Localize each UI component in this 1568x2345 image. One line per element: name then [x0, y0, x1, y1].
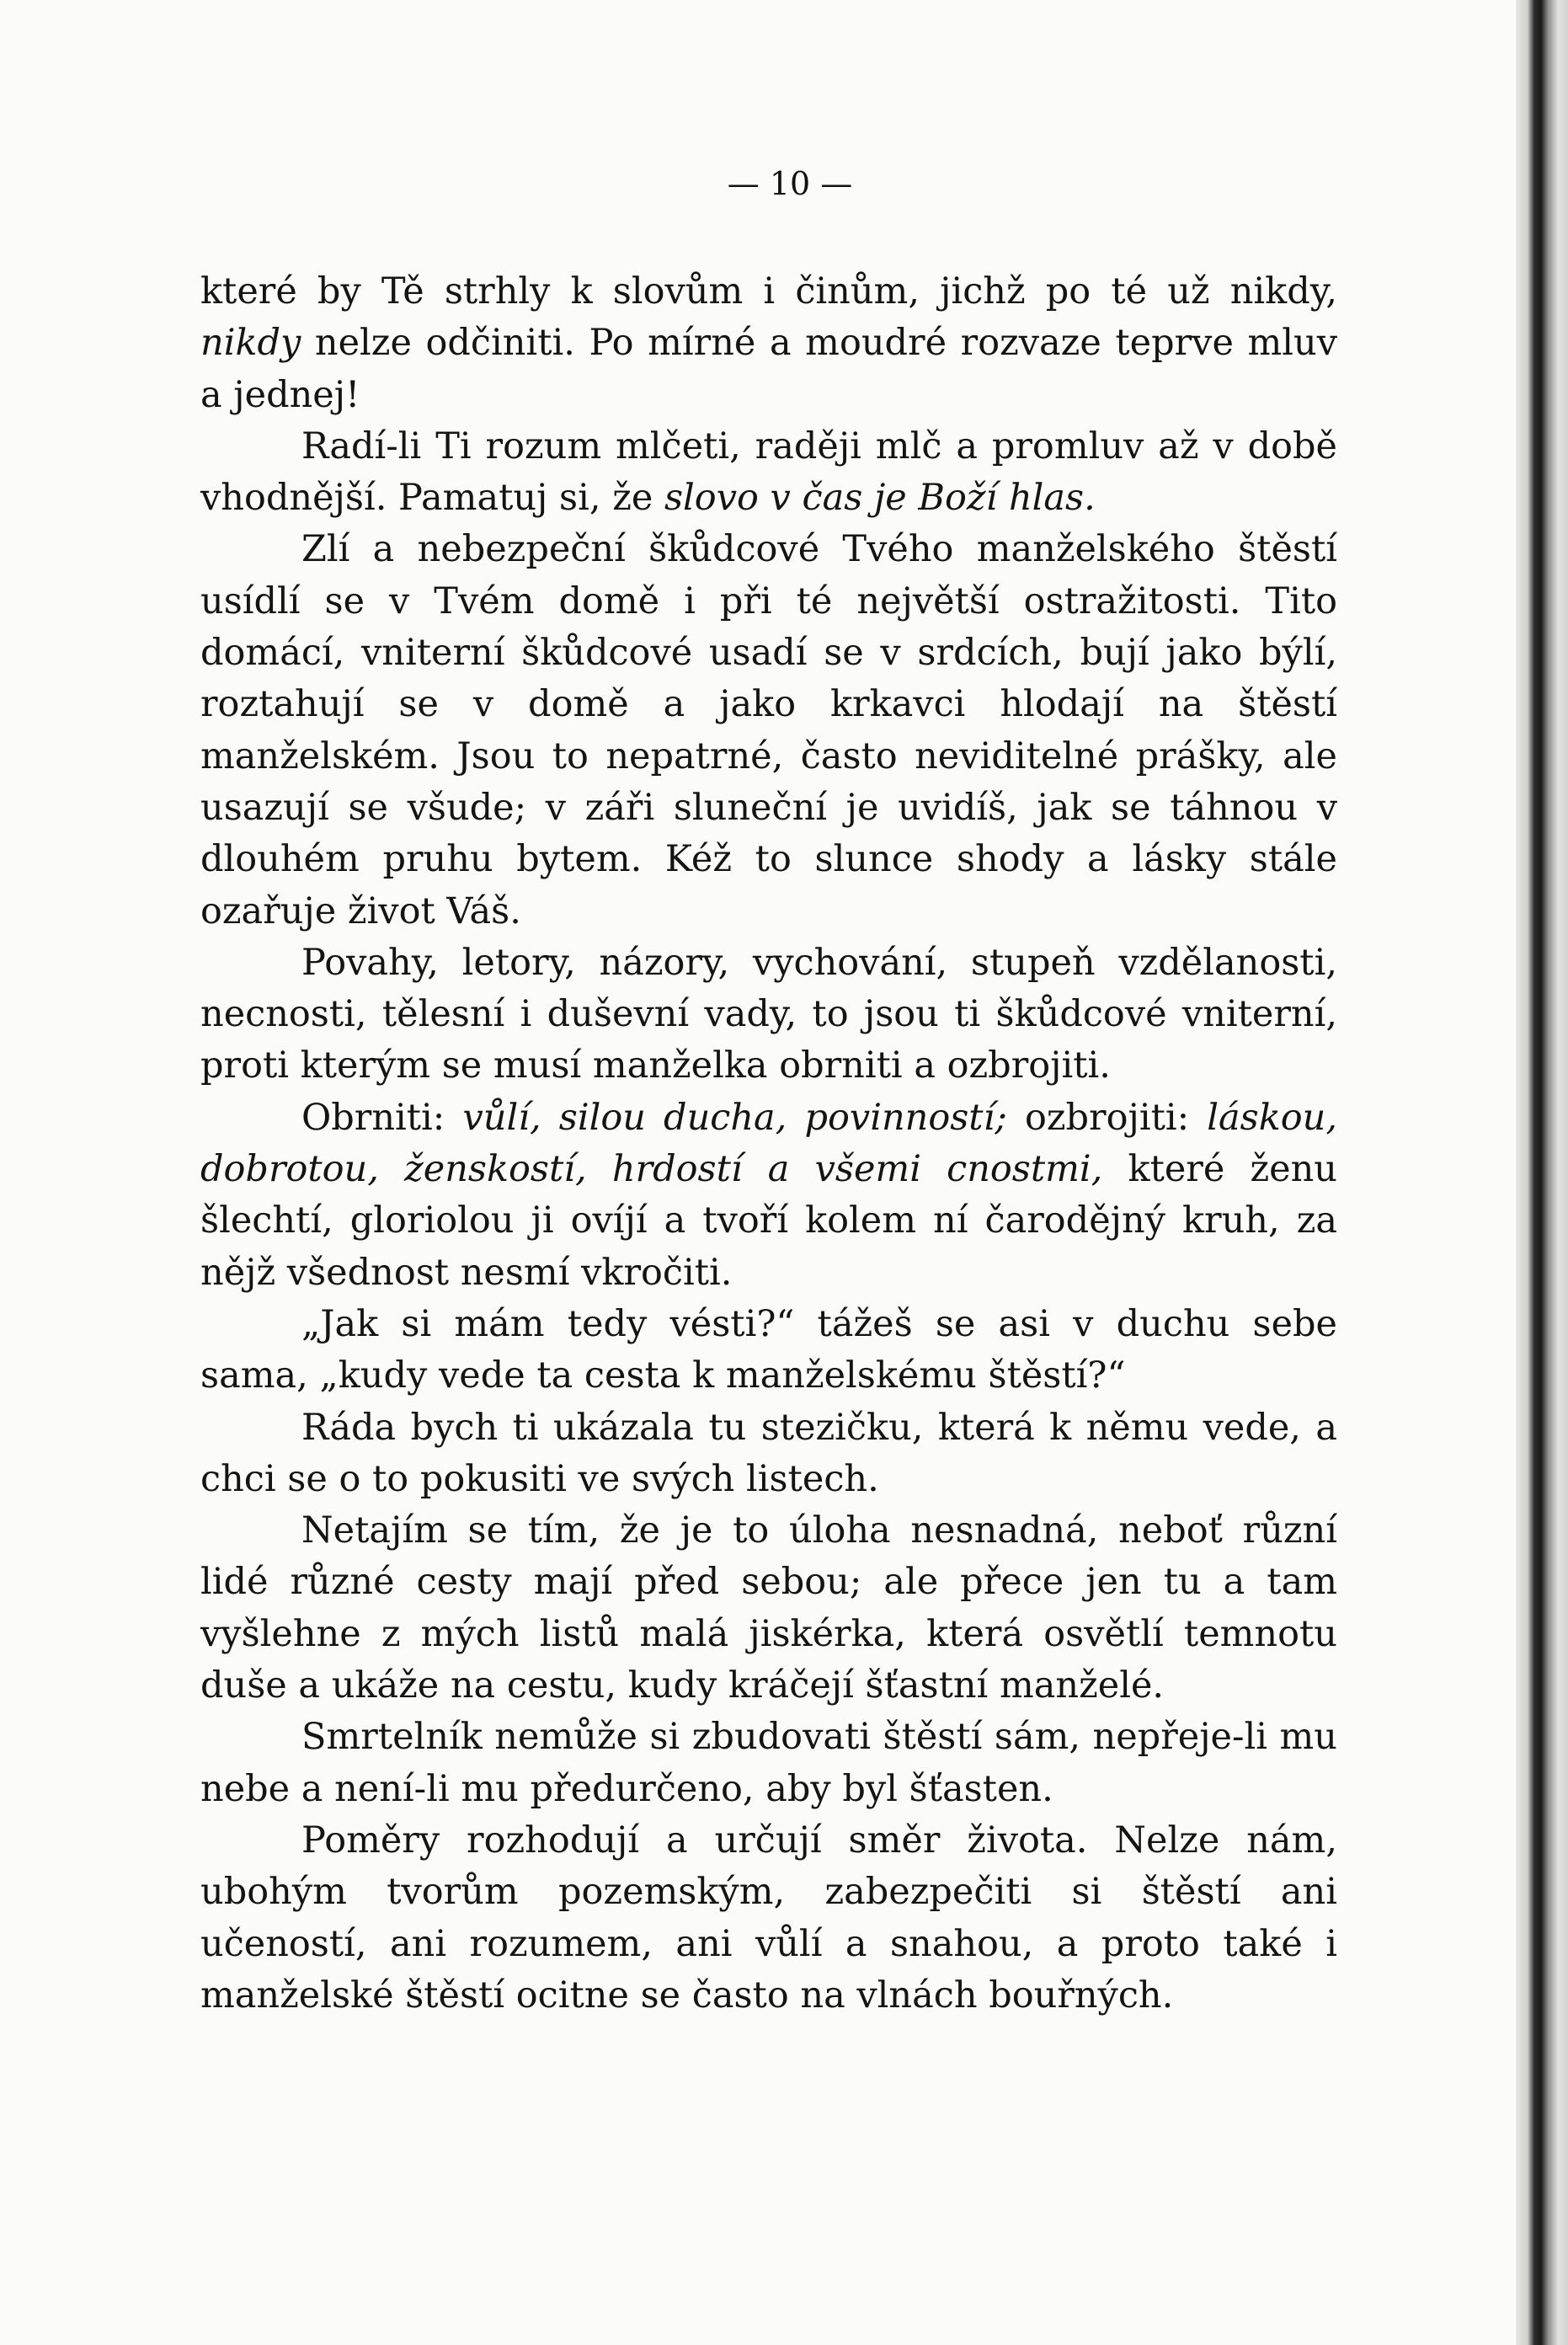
emphasis-text: vůlí, silou ducha, povinností; — [462, 1096, 1007, 1139]
paragraph-10 — [200, 1815, 1337, 2022]
text-run: ozbrojiti: — [1006, 1096, 1208, 1139]
book-spine-edge — [1516, 0, 1568, 2345]
text-run: Radí-li Ti rozum mlčeti, raději mlč a promluv až v době vhodnější. Pamatuj si, že — [200, 425, 1337, 520]
text-run: které by Tě strhly k slovům i činům, jichž po té už nikdy, — [200, 270, 1337, 312]
paragraph-8 — [200, 1505, 1337, 1712]
text-run: Povahy, letory, názory, vychování, stupeň vzdělanosti, necnosti, tělesní i duševní vady, to jsou ti škůdcové vniterní, proti kterým se musí manželka obrniti a ozbrojiti. — [200, 941, 1337, 1087]
text-run: Ráda bych ti ukázala tu stezičku, která k němu vede, a chci se o to pokusiti ve svých listech. — [200, 1406, 1337, 1500]
text-run: Obrniti: — [301, 1096, 463, 1139]
text-run: Zlí a nebezpeční škůdcové Tvého manželského štěstí usídlí se v Tvém domě i při té největší ostražitosti. Tito domácí, vniterní škůdcové usadí se v srdcích, bují jako býlí, roztahují se v domě a jako krkavci hlodají na štěstí manželském. Jsou to nepatrné, často neviditelné prášky, ale usazují se všude; v záři sluneční je uvidíš, jak se táhnou v dlouhém pruhu bytem. Kéž to slunce shody a lásky stále ozařuje život Váš. — [200, 528, 1337, 932]
emphasis-text: nikdy — [200, 322, 301, 365]
paragraph-6 — [200, 1299, 1337, 1402]
text-run: které ženu šlechtí, gloriolou ji ovíjí a tvoří kolem ní čarodějný kruh, za nějž všednost nesmí vkročiti. — [200, 1148, 1337, 1294]
body-text — [200, 266, 1337, 2022]
paragraph-5 — [200, 1092, 1337, 1299]
text-run: Poměry rozhodují a určují směr života. Nelze nám, ubohým tvorům pozemským, zabezpečiti si štěstí ani učeností, ani rozumem, ani vůlí a snahou, a proto také i manželské štěstí ocitne se často na vlnách bouřných. — [200, 1819, 1337, 2016]
page-number: — 10 — — [727, 165, 853, 202]
paragraph-2 — [200, 421, 1337, 525]
paragraph-4 — [200, 937, 1337, 1092]
paragraph-9 — [200, 1712, 1337, 1815]
emphasis-text: slovo v čas je Boží hlas. — [664, 477, 1096, 520]
paragraph-1 — [200, 266, 1337, 421]
text-run: „Jak si mám tedy vésti?“ tážeš se asi v duchu sebe sama, „kudy vede ta cesta k manželskému štěstí?“ — [200, 1302, 1337, 1397]
text-run: nelze odčiniti. Po mírné a moudré rozvaze teprve mluv a jednej! — [200, 322, 1337, 416]
paragraph-7 — [200, 1402, 1337, 1506]
paragraph-3 — [200, 524, 1337, 937]
text-run: Smrtelník nemůže si zbudovati štěstí sám, nepřeje-li mu nebe a není-li mu předurčeno, aby byl šťasten. — [200, 1716, 1337, 1810]
emphasis-text: láskou, dobrotou, ženskostí, hrdostí a všemi cnostmi, — [200, 1096, 1337, 1191]
text-run: Netajím se tím, že je to úloha nesnadná, neboť různí lidé různé cesty mají před sebou; ale přece jen tu a tam vyšlehne z mých listů malá jiskérka, která osvětlí temnotu duše a ukáže na cestu, kudy kráčejí šťastní manželé. — [200, 1509, 1337, 1707]
